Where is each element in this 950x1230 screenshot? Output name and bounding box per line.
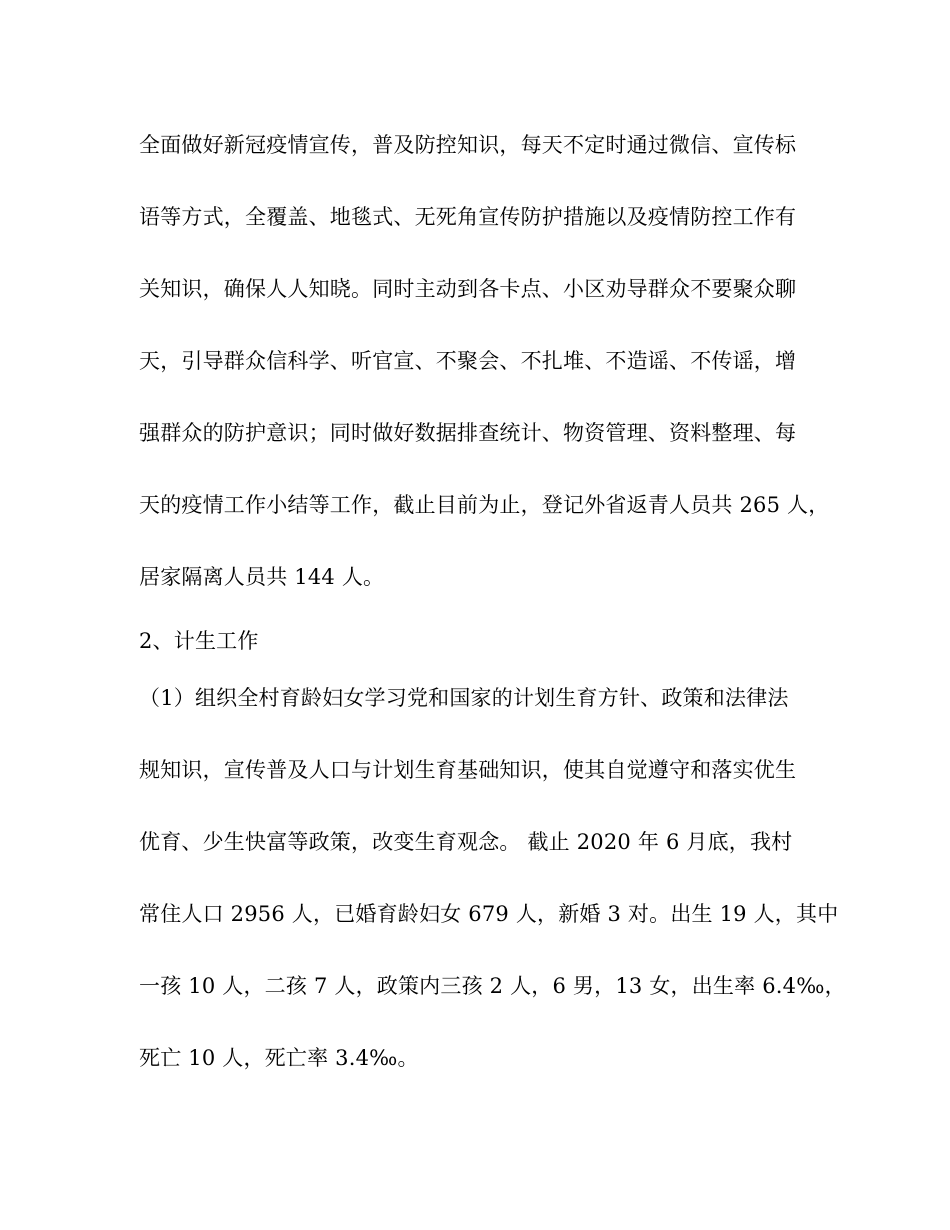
paragraph-line-3: 关知识，确保人人知晓。同时主动到各卡点、小区劝导群众不要聚众聊 bbox=[139, 277, 797, 301]
paragraph-line-1: 全面做好新冠疫情宣传，普及防控知识，每天不定时通过微信、宣传标 bbox=[139, 133, 797, 157]
paragraph-line-2: 语等方式，全覆盖、地毯式、无死角宣传防护措施以及疫情防控工作有 bbox=[139, 205, 797, 229]
paragraph-line-7: 居家隔离人员共 144 人。 bbox=[139, 565, 385, 589]
paragraph-line-5: 强群众的防护意识；同时做好数据排查统计、物资管理、资料整理、每 bbox=[139, 421, 797, 445]
paragraph-line-9: 规知识，宣传普及人口与计划生育基础知识，使其自觉遵守和落实优生 bbox=[139, 758, 797, 782]
paragraph-line-12: 一孩 10 人，二孩 7 人，政策内三孩 2 人，6 男，13 女，出生率 6.4‰， bbox=[139, 974, 846, 998]
paragraph-line-13: 死亡 10 人，死亡率 3.4‰。 bbox=[139, 1046, 419, 1070]
paragraph-line-11: 常住人口 2956 人，已婚育龄妇女 679 人，新婚 3 对。出生 19 人，其中 bbox=[139, 902, 839, 926]
paragraph-line-8: （1）组织全村育龄妇女学习党和国家的计划生育方针、政策和法律法 bbox=[139, 686, 789, 710]
section-heading: 2、计生工作 bbox=[139, 629, 259, 653]
paragraph-line-10: 优育、少生快富等政策，改变生育观念。 截止 2020 年 6 月底，我村 bbox=[139, 830, 793, 854]
paragraph-line-6: 天的疫情工作小结等工作，截止目前为止，登记外省返青人员共 265 人， bbox=[139, 493, 830, 517]
paragraph-line-4: 天，引导群众信科学、听官宣、不聚会、不扎堆、不造谣、不传谣，增 bbox=[139, 349, 797, 373]
